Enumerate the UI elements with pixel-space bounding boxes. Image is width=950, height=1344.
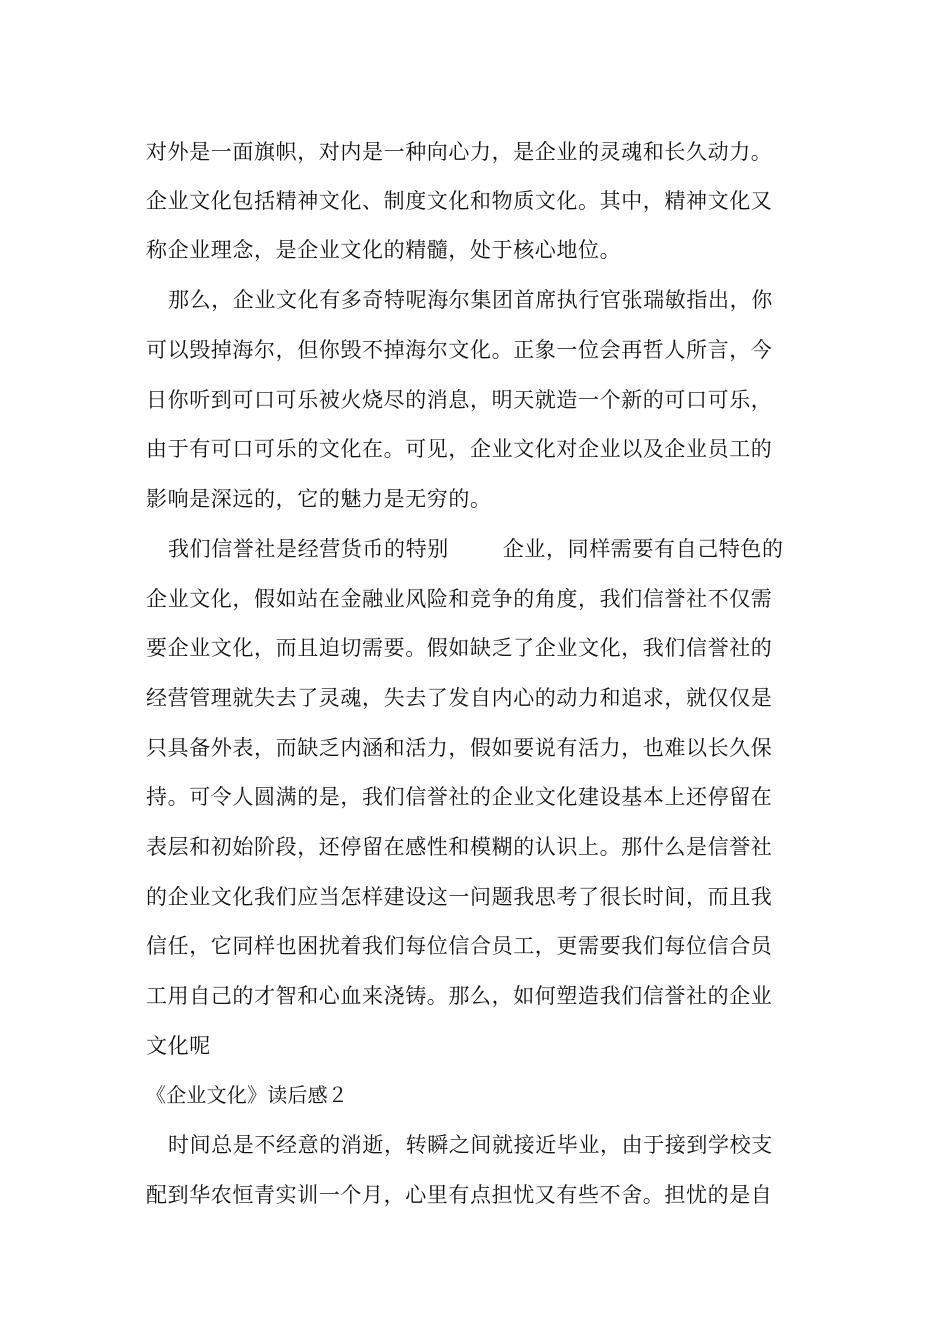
- text-line: 信任，它同样也困扰着我们每位信合员工，更需要我们每位信合员: [146, 934, 773, 958]
- text-line: 那么，企业文化有多奇特呢海尔集团首席执行官张瑞敏指出，你: [168, 288, 773, 312]
- text-line: 经营管理就失去了灵魂，失去了发自内心的动力和追求，就仅仅是: [146, 686, 773, 710]
- text-line: 时间总是不经意的消逝，转瞬之间就接近毕业，由于接到学校支: [168, 1133, 773, 1157]
- text-line: 由于有可口可乐的文化在。可见，企业文化对企业以及企业员工的: [146, 437, 773, 461]
- text-line: 可以毁掉海尔，但你毁不掉海尔文化。正象一位会再哲人所言，今: [146, 338, 773, 362]
- text-line: 表层和初始阶段，还停留在感性和模糊的认识上。那什么是信誉社: [146, 835, 773, 859]
- text-fragment: 我们信誉社是经营货币的特别: [168, 537, 449, 561]
- text-line: 称企业理念，是企业文化的精髓，处于核心地位。: [146, 238, 622, 262]
- text-line: 工用自己的才智和心血来浇铸。那么，如何塑造我们信誉社的企业: [146, 984, 773, 1008]
- text-line: [168, 534, 810, 564]
- text-line: 企业文化，假如站在金融业风险和竞争的角度，我们信誉社不仅需: [146, 587, 773, 611]
- text-line: 对外是一面旗帜，对内是一种向心力，是企业的灵魂和长久动力。: [146, 140, 773, 164]
- section-heading: 《企业文化》读后感２: [146, 1083, 348, 1107]
- text-line: 持。可令人圆满的是，我们信誉社的企业文化建设基本上还停留在: [146, 785, 773, 809]
- text-line: 日你听到可口可乐被火烧尽的消息，明天就造一个新的可口可乐，: [146, 388, 773, 412]
- text-line: 文化呢: [146, 1034, 211, 1058]
- text-line: 的企业文化我们应当怎样建设这一问题我思考了很长时间，而且我: [146, 885, 773, 909]
- text-line: 配到华农恒青实训一个月，心里有点担忧又有些不舍。担忧的是自: [146, 1183, 773, 1207]
- text-line: 只具备外表，而缺乏内涵和活力，假如要说有活力，也难以长久保: [146, 736, 773, 760]
- text-fragment: 企业，同样需要有自己特色的: [502, 537, 784, 561]
- text-line: 要企业文化，而且迫切需要。假如缺乏了企业文化，我们信誉社的: [146, 636, 773, 660]
- text-line: 企业文化包括精神文化、制度文化和物质文化。其中，精神文化又: [146, 189, 773, 213]
- text-line: 影响是深远的，它的魅力是无穷的。: [146, 487, 492, 511]
